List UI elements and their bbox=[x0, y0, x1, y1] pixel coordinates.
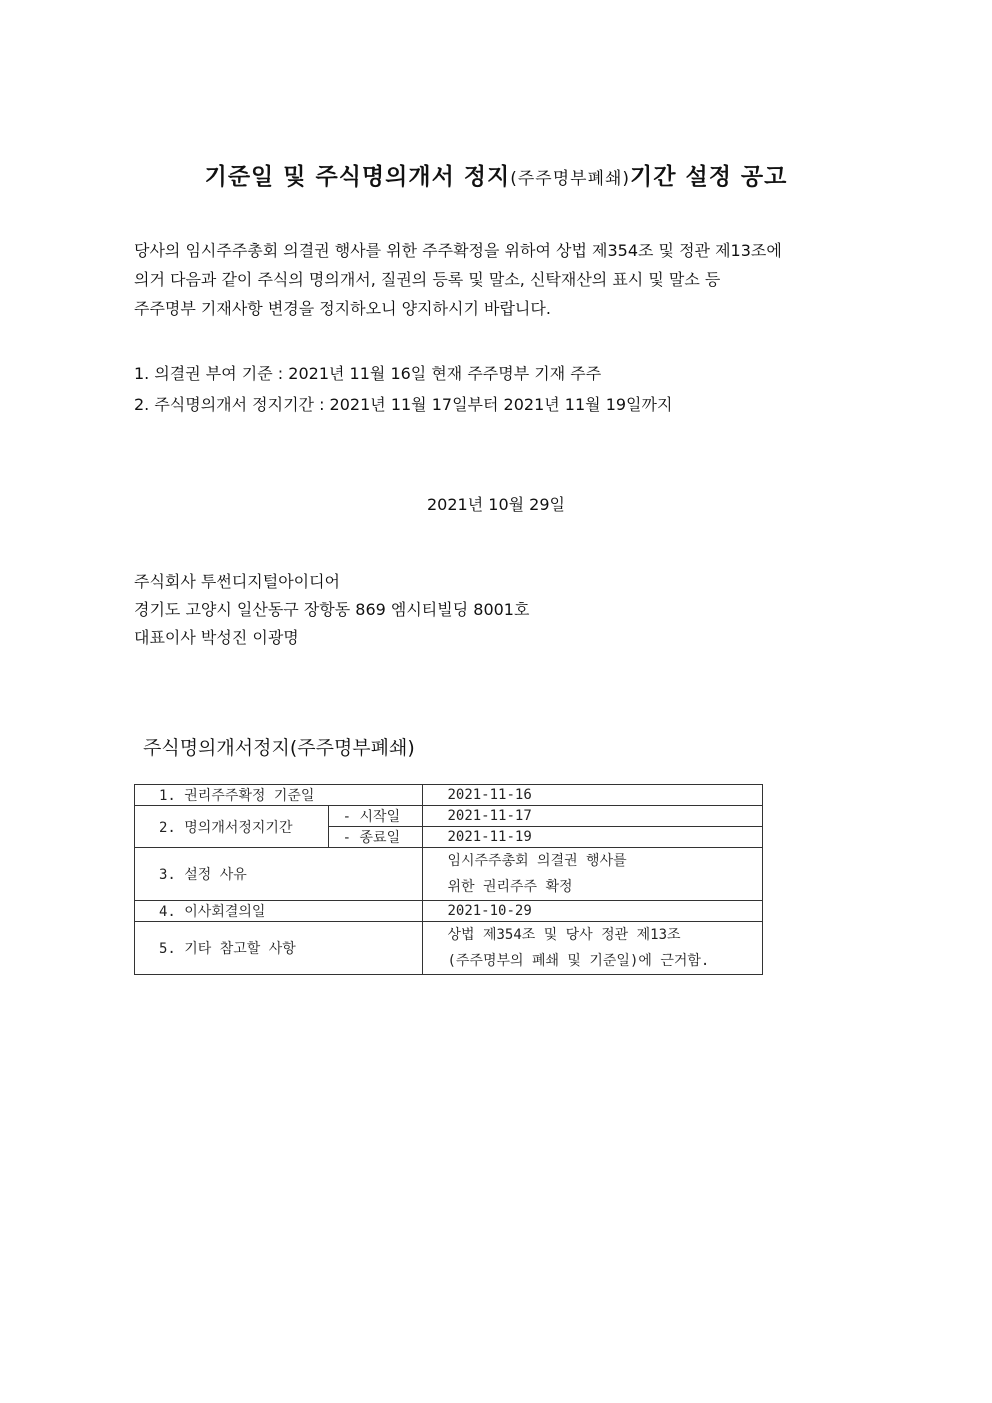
table-row bbox=[135, 848, 763, 901]
company-block bbox=[134, 568, 529, 652]
board-date-value: 2021-10-29 bbox=[423, 901, 763, 922]
intro-line: 주주명부 기재사항 변경을 정지하오니 양지하시기 바랍니다. bbox=[134, 299, 551, 318]
intro-paragraph bbox=[134, 236, 894, 323]
other-label: 5. 기타 참고할 사항 bbox=[135, 922, 423, 975]
notice-date: 2021년 10월 29일 bbox=[427, 495, 565, 514]
table-title: 주식명의개서정지(주주명부폐쇄) bbox=[143, 737, 415, 759]
other-value-line: 상법 제354조 및 당사 정관 제13조 bbox=[447, 927, 681, 943]
start-value: 2021-11-17 bbox=[423, 806, 763, 827]
reason-value-line: 임시주주총회 의결권 행사를 bbox=[447, 853, 627, 869]
start-label: - 시작일 bbox=[328, 806, 423, 827]
end-label: - 종료일 bbox=[328, 827, 423, 848]
item-suspension-period: 2. 주식명의개서 정지기간 : 2021년 11월 17일부터 2021년 11월 19일까지 bbox=[134, 395, 673, 414]
company-address: 경기도 고양시 일산동구 장항동 869 엠시티빌딩 8001호 bbox=[134, 600, 530, 619]
title-paren: (주주명부폐쇄) bbox=[510, 169, 631, 189]
period-label: 2. 명의개서정지기간 bbox=[135, 806, 329, 848]
end-value: 2021-11-19 bbox=[423, 827, 763, 848]
table-row bbox=[135, 806, 763, 827]
record-date-value: 2021-11-16 bbox=[423, 785, 763, 806]
other-value bbox=[423, 922, 763, 975]
intro-line: 의거 다음과 같이 주식의 명의개서, 질권의 등록 및 말소, 신탁재산의 표시 및 말소 등 bbox=[134, 270, 721, 289]
notice-items bbox=[134, 358, 672, 420]
company-name: 주식회사 투썬디지털아이디어 bbox=[134, 572, 341, 591]
other-value-line: (주주명부의 폐쇄 및 기준일)에 근거함. bbox=[447, 953, 710, 969]
record-date-label: 1. 권리주주확정 기준일 bbox=[135, 785, 423, 806]
table-row bbox=[135, 901, 763, 922]
item-voting-record-date: 1. 의결권 부여 기준 : 2021년 11월 16일 현재 주주명부 기재 주주 bbox=[134, 364, 602, 383]
reason-label: 3. 설정 사유 bbox=[135, 848, 423, 901]
title-main-before: 기준일 및 주식명의개서 정지 bbox=[204, 164, 511, 190]
table-row bbox=[135, 785, 763, 806]
suspension-info-table bbox=[134, 784, 763, 975]
reason-value bbox=[423, 848, 763, 901]
title-main-after: 기간 설정 공고 bbox=[630, 164, 788, 190]
board-date-label: 4. 이사회결의일 bbox=[135, 901, 423, 922]
intro-line: 당사의 임시주주총회 의결권 행사를 위한 주주확정을 위하여 상법 제354조 및 정관 제13조에 bbox=[134, 241, 782, 260]
notice-title bbox=[0, 158, 992, 191]
table-row bbox=[135, 922, 763, 975]
company-representative: 대표이사 박성진 이광명 bbox=[134, 628, 299, 647]
reason-value-line: 위한 권리주주 확정 bbox=[447, 879, 573, 895]
